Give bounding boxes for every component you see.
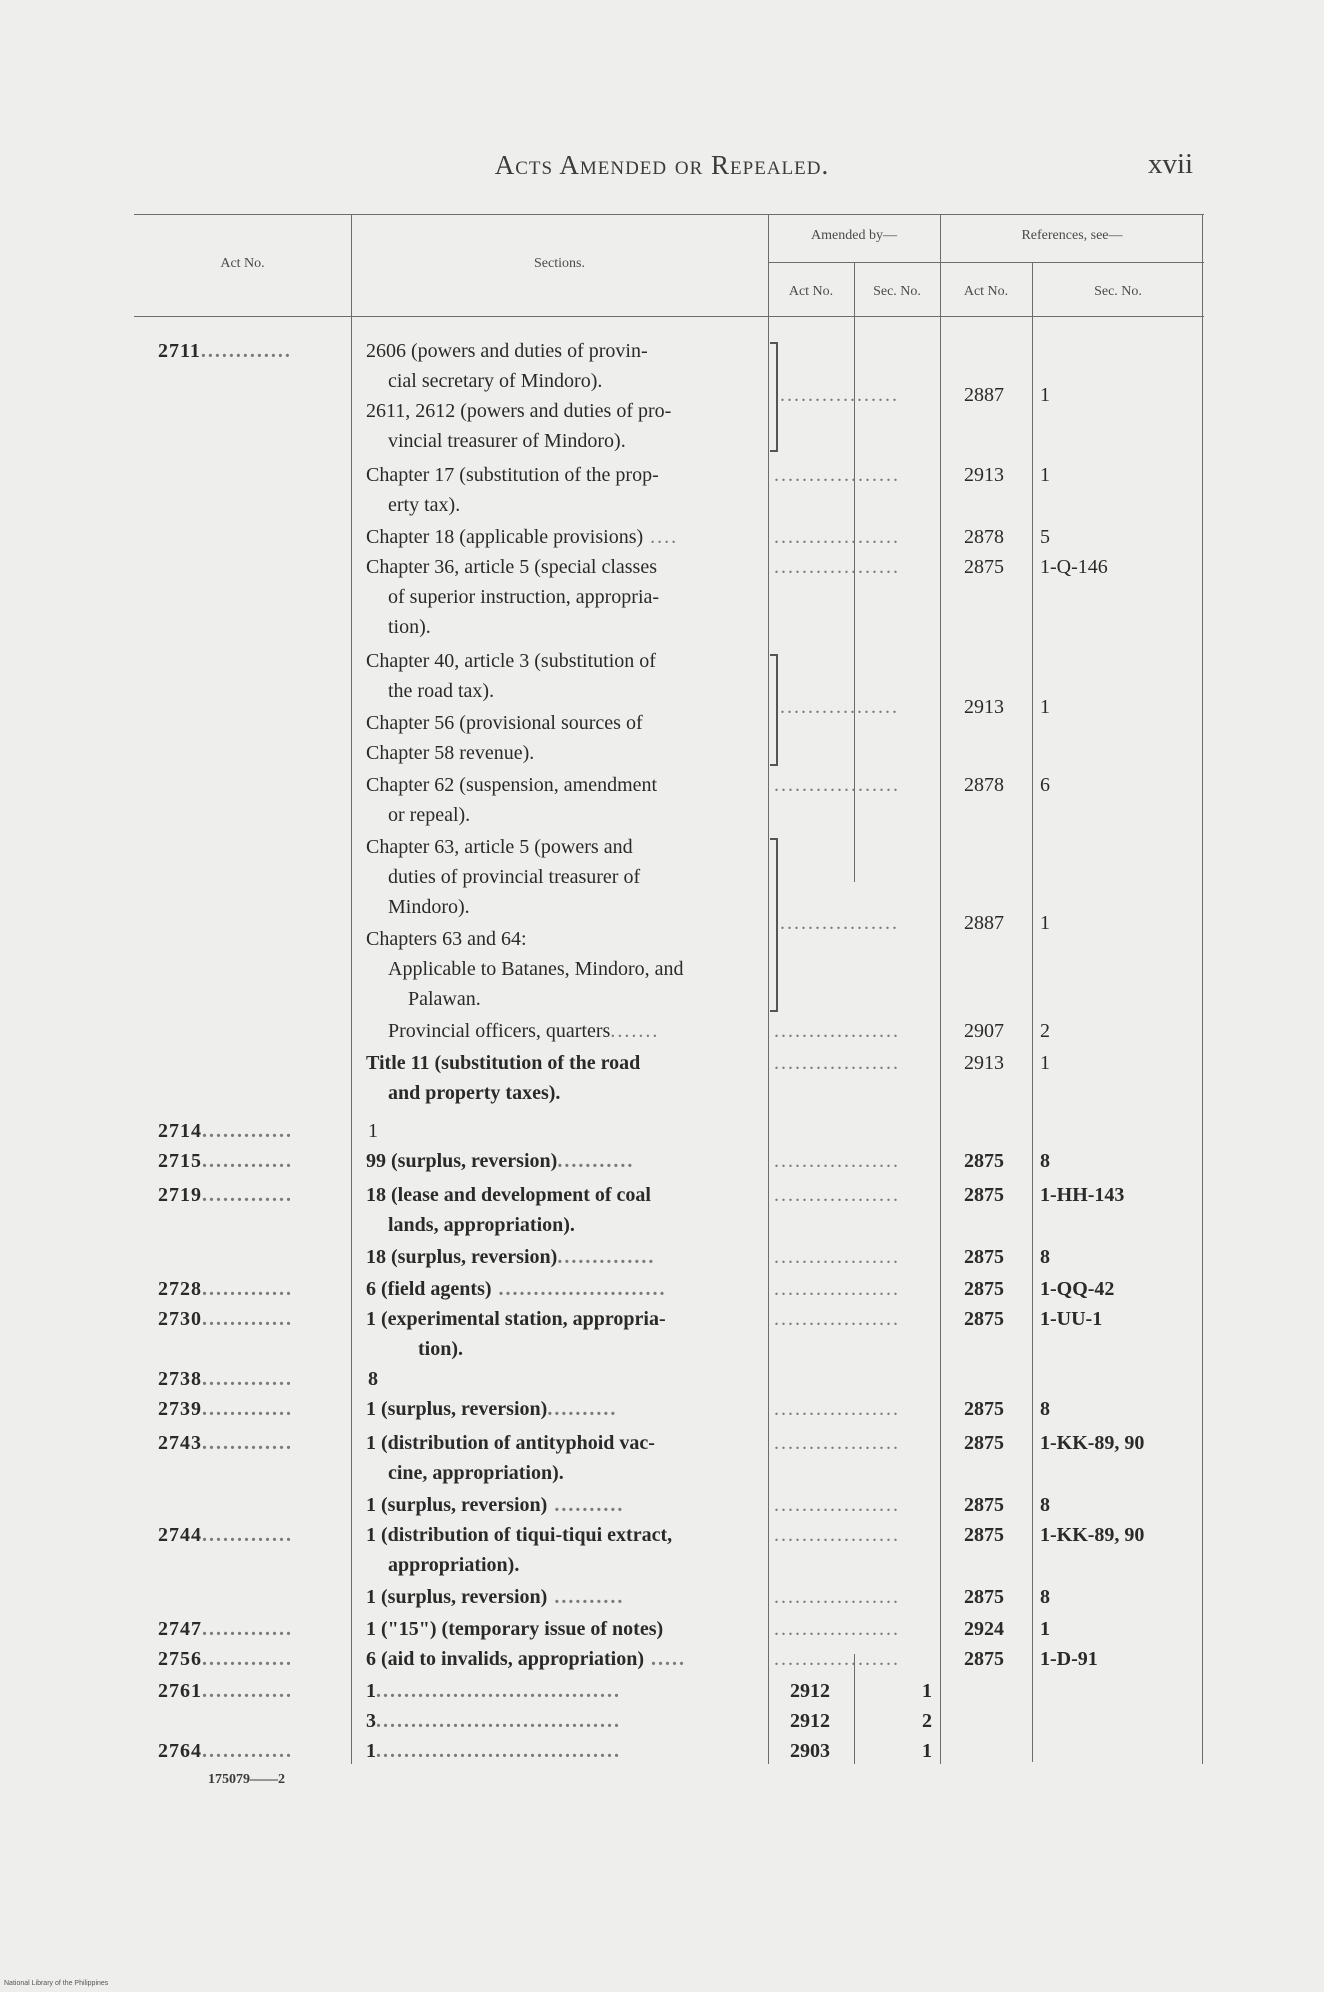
sections-line: 1 (368, 1120, 378, 1142)
sections-line: 1 (experimental station, appropria- (366, 1308, 666, 1330)
amended-sec: 2 (922, 1710, 932, 1732)
ref-act: 2878 (964, 526, 1004, 548)
ref-act: 2878 (964, 774, 1004, 796)
sections-line: Chapter 40, article 3 (substitution of (366, 650, 656, 672)
sections-line: Chapter 18 (applicable provisions) .... (366, 526, 679, 548)
act-no: 2730............. (158, 1308, 293, 1330)
ref-act: 2875 (964, 1648, 1004, 1670)
sections-line: of superior instruction, appropria- (388, 586, 660, 608)
sections-line: 1................................... (366, 1680, 621, 1702)
amended-sec: 1 (922, 1740, 932, 1762)
act-no: 2764............. (158, 1740, 293, 1762)
ref-act: 2875 (964, 1524, 1004, 1546)
act-no: 2761............. (158, 1680, 293, 1702)
ref-sec: 8 (1040, 1586, 1050, 1608)
sections-line: 1 (distribution of antityphoid vac- (366, 1432, 655, 1454)
ref-act: 2875 (964, 1494, 1004, 1516)
sections-line: 6 (aid to invalids, appropriation) ..... (366, 1648, 687, 1670)
ref-sec: 8 (1040, 1150, 1050, 1172)
sections-line: Chapter 58 revenue). (366, 742, 535, 764)
ref-sec: 1 (1040, 912, 1050, 934)
act-no: 2714............. (158, 1120, 293, 1142)
ref-sec: 1 (1040, 1052, 1050, 1074)
sections-line: Chapter 63, article 5 (powers and (366, 836, 633, 858)
act-no: 2739............. (158, 1398, 293, 1420)
ref-sec: 1 (1040, 1618, 1050, 1640)
sections-line: 1................................... (366, 1740, 621, 1762)
page-title: Acts Amended or Repealed. (494, 150, 830, 180)
ref-act: 2875 (964, 1432, 1004, 1454)
printer-mark: 175079——2 (208, 1772, 285, 1787)
brace (770, 342, 778, 452)
ref-sec: 1-HH-143 (1040, 1184, 1125, 1206)
sections-line: Applicable to Batanes, Mindoro, and (388, 958, 684, 980)
ref-act: 2875 (964, 1398, 1004, 1420)
act-no: 2715............. (158, 1150, 293, 1172)
col-head-ref-sec: Sec. No. (1094, 284, 1142, 299)
sections-line: 1 (surplus, reversion) .......... (366, 1586, 625, 1608)
ref-act: 2913 (964, 696, 1004, 718)
sections-line: duties of provincial treasurer of (388, 866, 641, 888)
sections-line: 1 (surplus, reversion) .......... (366, 1494, 625, 1516)
sections-line: 1 (distribution of tiqui-tiqui extract, (366, 1524, 673, 1546)
sections-line: or repeal). (388, 804, 471, 826)
ref-sec: 8 (1040, 1494, 1050, 1516)
sections-line: the road tax). (388, 680, 495, 702)
acts-table: Act No. Sections. Amended by— Act No. Sec. No. References, see— Act No. Sec. No. 2711............. 2606 (powers and duties of provin- cial secretary of Mindoro). 2611, 2612 (powers and duties of pro- vincial treasurer of Mindoro). ................. 2887 1 Chapter 17 (substitution of the prop- erty tax). .................. 2913 1 Chapter 18 (applicable provisions) .... .................. 2878 5 Chapter 36, article 5 (special classes of superior instruction, appropria- tion). .................. 2875 1-Q-146 Chapter 40, article 3 (substitution of the road tax). Chapter 56 (provisional sources of Chapter 58 revenue). ................. 2913 1 Chapter 62 (suspension, amendment or repeal). .................. 2878 6 Chapter 63, article 5 (powers and duties of provincial treasurer of Mindoro). Chapters 63 and 64: Applicable to Batanes, Mindoro, and Palawan. ................. 2887 1 Provincial officers, quarters....... .................. 2907 2 Title 11 (substitution of the road and property taxes). .................. 2913 1 2714............. 2715............. 1 99 (surplus, reversion)........... .................. 2875 8 2719............. 18 (lease and development of coal lands, appropriation). .................. 2875 1-HH-143 18 (surplus, reversion).............. .................. 2875 8 2728............. 6 (field agents) ........................ .................. 2875 1-QQ-42 2730............. 1 (experimental station, appropria- tion). .................. 2875 1-UU-1 2738............. 2739............. 8 1 (surplus, reversion).......... .................. 2875 8 2743............. 1 (distribution of antityphoid vac- cine, appropriation). .................. 2875 1-KK-89, 90 1 (surplus, reversion) .......... .................. 2875 8 2744............. 1 (distribution of tiqui-tiqui extract, appropriation). .................. 2875 1-KK-89, 90 1 (surplus, reversion) .......... .................. 2875 8 2747............. 1 ("15") (temporary issue of notes) .................. 2924 1 2756............. 6 (aid to invalids, appropriation) ..... .................. 2875 1-D-91 2761............. 1................................... 2912 1 3................................... 2912 2 2764............. 1................................... 2903 1 (134, 214, 1204, 1764)
ref-act: 2887 (964, 384, 1004, 406)
ref-act: 2875 (964, 1246, 1004, 1268)
ref-act: 2913 (964, 1052, 1004, 1074)
sections-line: tion). (418, 1338, 463, 1360)
ref-sec: 1-QQ-42 (1040, 1278, 1115, 1300)
col-head-amended-sec: Sec. No. (873, 284, 921, 299)
sections-line: Title 11 (substitution of the road (366, 1052, 641, 1074)
amended-act: 2912 (790, 1710, 830, 1732)
ref-act: 2924 (964, 1618, 1004, 1640)
ref-sec: 6 (1040, 774, 1050, 796)
ref-act: 2875 (964, 556, 1004, 578)
sections-line: lands, appropriation). (388, 1214, 575, 1236)
ref-sec: 8 (1040, 1398, 1050, 1420)
sections-line: Provincial officers, quarters....... (388, 1020, 660, 1042)
ref-act: 2913 (964, 464, 1004, 486)
ref-sec: 1 (1040, 696, 1050, 718)
act-no: 2743............. (158, 1432, 293, 1454)
amended-act: 2912 (790, 1680, 830, 1702)
ref-sec: 1 (1040, 464, 1050, 486)
sections-line: Mindoro). (388, 896, 470, 918)
ref-sec: 1 (1040, 384, 1050, 406)
col-head-act-no: Act No. (220, 256, 265, 271)
sections-line: vincial treasurer of Mindoro). (388, 430, 626, 452)
ref-act: 2875 (964, 1184, 1004, 1206)
sections-line: Chapter 62 (suspension, amendment (366, 774, 658, 796)
ref-sec: 1-KK-89, 90 (1040, 1432, 1145, 1454)
sections-line: 2606 (powers and duties of provin- (366, 340, 648, 362)
sections-line: 1 ("15") (temporary issue of notes) (366, 1618, 664, 1640)
col-head-sections: Sections. (534, 256, 585, 271)
page-number: xvii (1148, 148, 1194, 180)
ref-act: 2887 (964, 912, 1004, 934)
sections-line: Chapter 17 (substitution of the prop- (366, 464, 659, 486)
act-no: 2744............. (158, 1524, 293, 1546)
amended-act: 2903 (790, 1740, 830, 1762)
sections-line: Palawan. (408, 988, 481, 1010)
sections-line: erty tax). (388, 494, 461, 516)
sections-line: appropriation). (388, 1554, 520, 1576)
ref-sec: 1-Q-146 (1040, 556, 1108, 578)
col-head-amended-act: Act No. (788, 284, 834, 299)
act-no: 2711............. (158, 340, 292, 362)
sections-line: 99 (surplus, reversion)........... (366, 1150, 635, 1172)
ref-act: 2875 (964, 1278, 1004, 1300)
sections-line: Chapters 63 and 64: (366, 928, 527, 950)
ref-act: 2875 (964, 1308, 1004, 1330)
col-head-amended-by: Amended by— (811, 228, 897, 243)
sections-line: Chapter 36, article 5 (special classes (366, 556, 657, 578)
ref-act: 2907 (964, 1020, 1004, 1042)
sections-line: tion). (388, 616, 431, 638)
sections-line: and property taxes). (388, 1082, 561, 1104)
ref-sec: 1-D-91 (1040, 1648, 1098, 1670)
act-no: 2728............. (158, 1278, 293, 1300)
ref-sec: 5 (1040, 526, 1050, 548)
act-no: 2719............. (158, 1184, 293, 1206)
ref-sec: 2 (1040, 1020, 1050, 1042)
sections-line: 18 (lease and development of coal (366, 1184, 651, 1206)
sections-line: 1 (surplus, reversion).......... (366, 1398, 618, 1420)
scan-credit: National Library of the Philippines (4, 1980, 109, 1987)
act-no: 2738............. (158, 1368, 293, 1390)
sections-line: 3................................... (366, 1710, 621, 1732)
ref-act: 2875 (964, 1586, 1004, 1608)
amended-sec: 1 (922, 1680, 932, 1702)
sections-line: 2611, 2612 (powers and duties of pro- (366, 400, 672, 422)
col-head-ref-act: Act No. (963, 284, 1009, 299)
act-no: 2747............. (158, 1618, 293, 1640)
act-no: 2756............. (158, 1648, 293, 1670)
col-head-references: References, see— (1021, 228, 1123, 243)
sections-line: 6 (field agents) ........................ (366, 1278, 667, 1300)
ref-sec: 8 (1040, 1246, 1050, 1268)
ref-sec: 1-UU-1 (1040, 1308, 1103, 1330)
ref-sec: 1-KK-89, 90 (1040, 1524, 1145, 1546)
sections-line: 8 (368, 1368, 378, 1390)
ref-act: 2875 (964, 1150, 1004, 1172)
sections-line: Chapter 56 (provisional sources of (366, 712, 643, 734)
sections-line: 18 (surplus, reversion).............. (366, 1246, 656, 1268)
sections-line: cial secretary of Mindoro). (388, 370, 603, 392)
brace (770, 654, 778, 766)
sections-line: cine, appropriation). (388, 1462, 564, 1484)
brace (770, 838, 778, 1012)
